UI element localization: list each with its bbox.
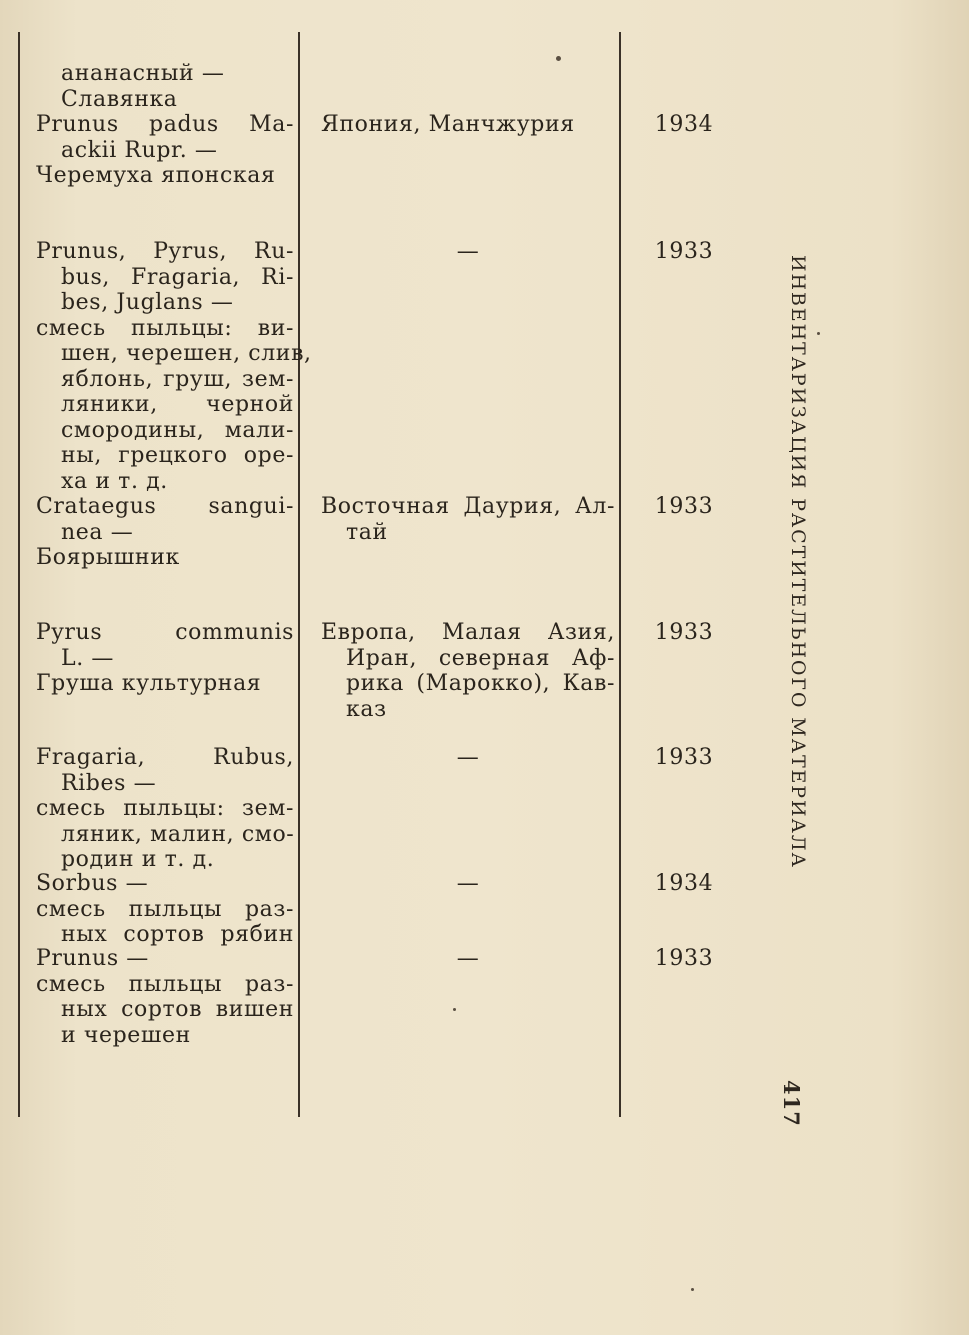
name-line: Sorbus — [36, 871, 149, 896]
name-line: смесь пыльцы: ви- [36, 315, 294, 341]
table-row-2-year: 1933 [654, 239, 714, 264]
table-row-1-origin [321, 112, 615, 138]
origin-line: Иран, северная Аф- [346, 645, 615, 671]
column-divider-name-origin [298, 32, 300, 1117]
origin-line: Япония, Манчжурия [321, 112, 575, 137]
origin-dash: — [456, 871, 480, 896]
table-row-7-year: 1933 [654, 946, 714, 971]
origin-line: Восточная Даурия, Ал- [321, 494, 615, 519]
name-line: смесь пыльцы раз- [36, 971, 294, 997]
name-line: шен, черешен, слив, [61, 341, 312, 366]
name-line: ных сортов вишен [61, 997, 294, 1022]
name-line: ананасный — [61, 61, 225, 86]
name-line: Ribes — [61, 770, 157, 796]
table-row-0-name [36, 61, 294, 112]
origin-dash: — [456, 745, 480, 770]
table-row-3-origin [321, 494, 615, 545]
name-line: ных сортов рябин [61, 922, 294, 947]
table-row-5-name [36, 745, 294, 873]
origin-line: каз [346, 696, 387, 722]
table-row-6-year: 1934 [654, 871, 714, 896]
table-left-border [18, 32, 20, 1117]
table-row-1-name [36, 112, 294, 189]
origin-dash: — [456, 946, 480, 971]
name-line: смородины, мали- [61, 417, 294, 443]
origin-line: Европа, Малая Азия, [321, 620, 615, 645]
name-line: смесь пыльцы раз- [36, 896, 294, 922]
ink-speck [817, 332, 820, 335]
name-line: Prunus, Pyrus, Ru- [36, 239, 294, 264]
name-line: Черемуха японская [36, 163, 276, 188]
table-row-2-origin [321, 239, 615, 265]
ink-speck [691, 1288, 694, 1291]
origin-line: тай [346, 519, 388, 545]
name-line: яблонь, груш, зем- [61, 366, 294, 392]
name-line: смесь пыльцы: зем- [36, 796, 294, 821]
page-number: 417 [779, 1080, 804, 1127]
origin-line: рика (Марокко), Кав- [346, 671, 615, 696]
table-row-4-year: 1933 [654, 620, 714, 645]
name-line: Боярышник [36, 545, 180, 570]
name-line: Славянка [61, 86, 178, 112]
table-row-4-name [36, 620, 294, 697]
name-line: ны, грецкого оре- [61, 443, 294, 468]
name-line: ackii Rupr. — [61, 137, 218, 163]
name-line: Prunus padus Ma- [36, 112, 294, 137]
origin-dash: — [456, 239, 480, 264]
table-row-6-origin [321, 871, 615, 897]
table-row-2-name [36, 239, 312, 494]
table-row-4-origin [321, 620, 615, 722]
table-row-7-name [36, 946, 294, 1048]
name-line: родин и т. д. [61, 847, 215, 872]
name-line: Prunus — [36, 946, 149, 971]
running-head-title: ИНВЕНТАРИЗАЦИЯ РАСТИТЕЛЬНОГО МАТЕРИАЛА [787, 255, 809, 869]
table-row-3-year: 1933 [654, 494, 714, 519]
name-line: Crataegus sangui- [36, 494, 294, 519]
name-line: ляники, черной [61, 392, 294, 417]
name-line: nea — [61, 519, 134, 545]
name-line: ха и т. д. [61, 468, 168, 494]
name-line: L. — [61, 645, 114, 671]
name-line: bes, Juglans — [61, 290, 234, 315]
table-row-3-name [36, 494, 294, 571]
ink-speck [556, 56, 561, 61]
name-line: bus, Fragaria, Ri- [61, 264, 294, 290]
name-line: и черешен [61, 1022, 191, 1048]
name-line: ляник, малин, смо- [61, 821, 295, 847]
name-line: Pyrus communis [36, 620, 294, 645]
column-divider-origin-year [619, 32, 621, 1117]
table-row-1-year: 1934 [654, 112, 714, 137]
name-line: Fragaria, Rubus, [36, 745, 294, 770]
name-line: Груша культурная [36, 671, 262, 696]
ink-speck [453, 1008, 456, 1011]
table-row-5-origin [321, 745, 615, 771]
table-row-7-origin [321, 946, 615, 972]
table-row-6-name [36, 871, 294, 948]
table-row-5-year: 1933 [654, 745, 714, 770]
